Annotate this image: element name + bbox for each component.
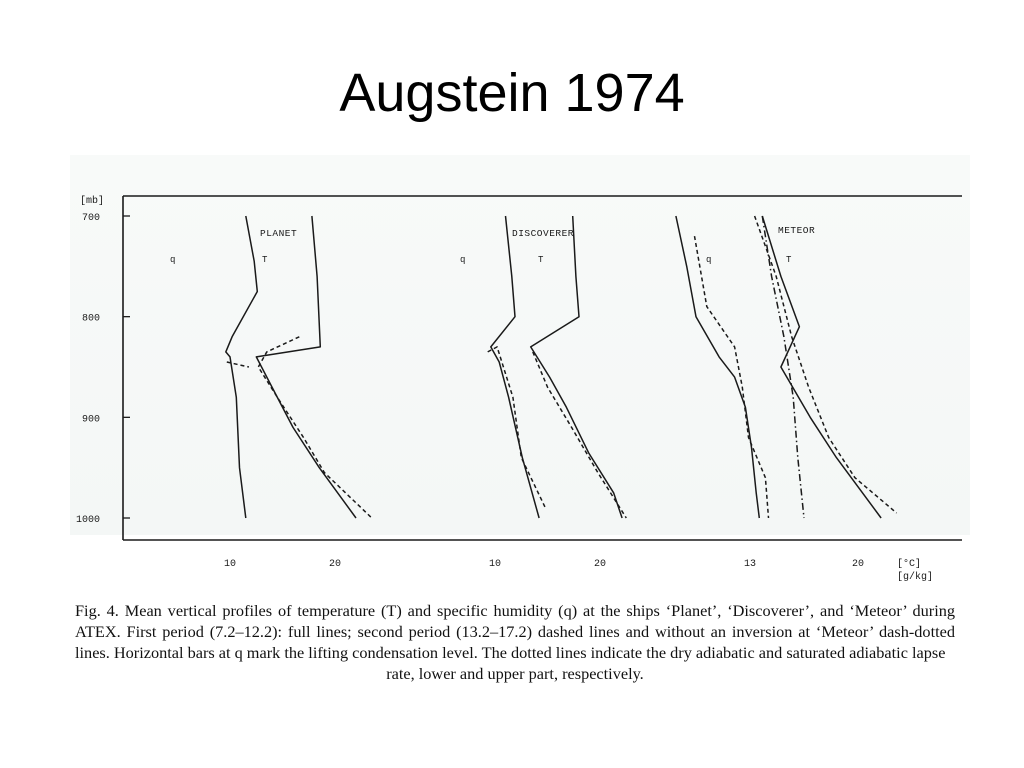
q-curve-label: q — [460, 255, 466, 265]
y-axis-unit-label: [mb] — [80, 196, 105, 207]
profile-t-solid-line — [256, 216, 356, 518]
x-tick-label: 20 — [593, 559, 607, 570]
x-tick-label: 10 — [488, 559, 502, 570]
profile-q-solid-line — [226, 216, 257, 518]
profile-q-dashed-line — [227, 362, 249, 367]
profile-t-solid-line — [531, 216, 622, 518]
profile-q-dash-dotted-line — [762, 216, 804, 518]
x-tick-label: 13 — [743, 559, 757, 570]
profile-t-dashed-line — [258, 337, 372, 518]
q-curve-label: q — [706, 255, 712, 265]
t-curve-label: T — [786, 255, 792, 265]
panel-title-planet: PLANET — [260, 228, 298, 239]
slide-title: Augstein 1974 — [339, 63, 685, 123]
caption-last-line: rate, lower and upper part, respectively. — [386, 664, 644, 683]
q-curve-label: q — [170, 255, 176, 265]
figure-number: Fig. 4. — [75, 601, 119, 620]
x-tick-label: 20 — [328, 559, 342, 570]
y-tick-label: 1000 — [75, 515, 100, 526]
y-tick-label: 900 — [81, 414, 100, 426]
x-tick-label: 20 — [851, 559, 865, 570]
x-axis-unit-label: [°C] — [897, 559, 922, 570]
profile-q-solid-line — [491, 216, 539, 518]
panel-title-meteor: METEOR — [778, 225, 816, 236]
caption-text: Mean vertical profiles of temperature (T) and specific humidity (q) at the ships ‘Planet’, ‘Discoverer’, and ‘Meteor’ during ATEX. First period (7.2–12.2): full lines; second period (13.2–17.2) dashed lines and without an inversion at ‘Meteor’ dash-dotted lines. Horizontal bars at q mark the lifting condensation level. The dotted lines indicate the dry adiabatic and saturated adiabatic lapse — [75, 601, 955, 662]
figure-caption — [75, 600, 955, 684]
profile-t-solid-line — [762, 216, 881, 518]
profile-q-dashed-line — [488, 347, 546, 508]
profile-q-dashed-line — [695, 236, 769, 518]
x-axis-unit-label: [g/kg] — [897, 572, 934, 583]
profile-q-solid-line — [676, 216, 759, 518]
x-tick-label: 10 — [223, 559, 237, 570]
y-tick-label: 700 — [81, 213, 100, 224]
t-curve-label: T — [262, 255, 268, 265]
y-tick-label: 800 — [81, 313, 100, 325]
t-curve-label: T — [538, 255, 544, 265]
panel-title-discoverer: DISCOVERER — [512, 228, 575, 239]
